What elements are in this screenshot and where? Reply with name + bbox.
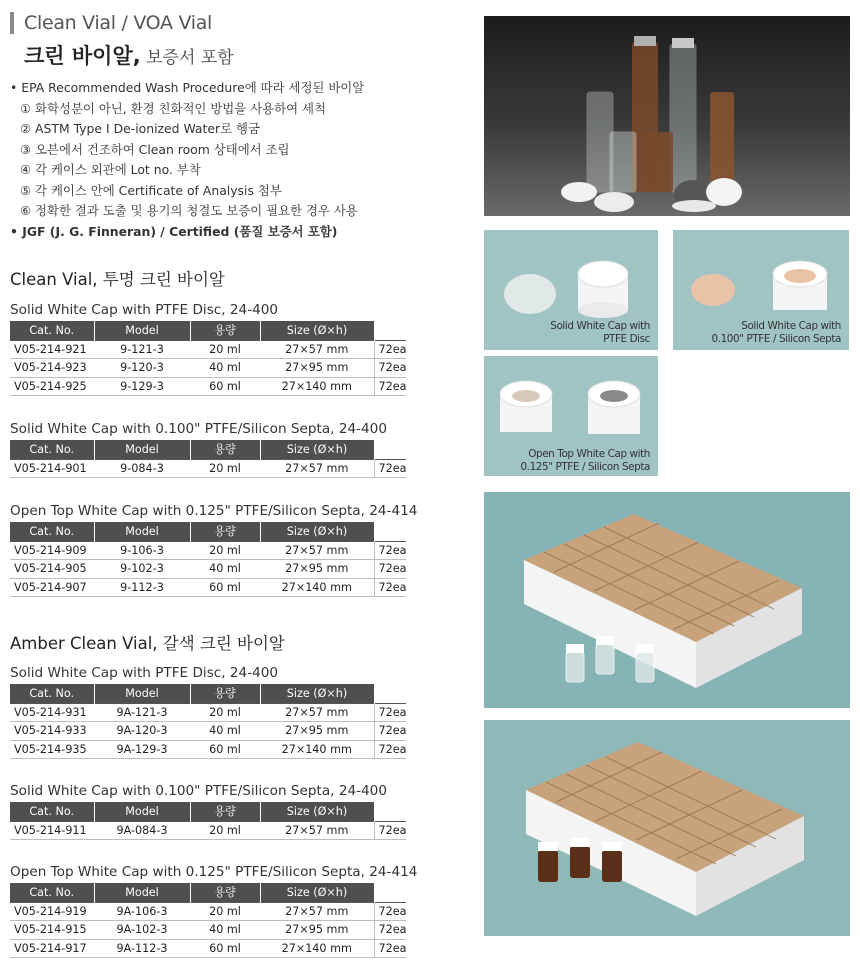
caption-line: 0.100" PTFE / Silicon Septa: [711, 333, 841, 345]
table-header-row: [10, 684, 406, 703]
pack-qty-cell: 72ea: [374, 703, 406, 722]
model-cell: 9-102-3: [94, 560, 190, 579]
column-header-spacer: [374, 321, 406, 340]
column-header-volume: 용량: [190, 883, 260, 902]
pack-qty-cell: 72ea: [374, 902, 406, 921]
feature-item: ③ 오븐에서 건조하여 Clean room 상태에서 조립: [20, 141, 290, 157]
case-illustration: [484, 720, 850, 936]
clear-group-2-title: Solid White Cap with 0.100" PTFE/Silicon Septa, 24-400: [10, 421, 387, 437]
table-row: [10, 541, 406, 560]
page-title-korean-main: 크린 바이알,: [24, 44, 141, 68]
model-cell: 9-106-3: [94, 541, 190, 560]
model-cell: 9-121-3: [94, 340, 190, 359]
size-cell: 27×57 mm: [260, 459, 374, 478]
model-cell: 9A-084-3: [94, 821, 190, 840]
column-header-spacer: [374, 440, 406, 459]
cat-no-cell: V05-214-923: [10, 359, 94, 378]
column-header-cat: Cat. No.: [10, 321, 94, 340]
size-cell: 27×57 mm: [260, 821, 374, 840]
column-header-model: Model: [94, 522, 190, 541]
pack-qty-cell: 72ea: [374, 377, 406, 396]
column-header-model: Model: [94, 321, 190, 340]
cat-no-cell: V05-214-935: [10, 740, 94, 759]
title-accent-bar: [10, 12, 14, 34]
solid-cap-ptfe-disc-photo: [484, 230, 658, 350]
caption-solid-cap-septa: [711, 320, 841, 346]
clear-vial-case-photo: [484, 492, 850, 708]
feature-item-certified: • JGF (J. G. Finneran) / Certified (품질 보증서 포함): [10, 223, 338, 239]
vials-illustration: [484, 16, 850, 216]
volume-cell: 40 ml: [190, 722, 260, 741]
caption-line: Solid White Cap with: [550, 320, 650, 332]
table-row: [10, 703, 406, 722]
pack-qty-cell: 72ea: [374, 578, 406, 597]
column-header-volume: 용량: [190, 321, 260, 340]
caption-line: Open Top White Cap with: [528, 448, 650, 460]
spec-table: [10, 522, 406, 597]
amber-vial-case-photo: [484, 720, 850, 936]
cat-no-cell: V05-214-933: [10, 722, 94, 741]
feature-item: ① 화학성분이 아닌, 환경 친화적인 방법을 사용하여 세척: [20, 100, 326, 116]
pack-qty-cell: 72ea: [374, 340, 406, 359]
cat-no-cell: V05-214-915: [10, 921, 94, 940]
size-cell: 27×140 mm: [260, 578, 374, 597]
table-row: [10, 359, 406, 378]
size-cell: 27×95 mm: [260, 359, 374, 378]
cat-no-cell: V05-214-909: [10, 541, 94, 560]
pack-qty-cell: 72ea: [374, 359, 406, 378]
spec-table: [10, 802, 406, 840]
spec-table: [10, 883, 406, 958]
column-header-size: Size (Ø×h): [260, 440, 374, 459]
volume-cell: 40 ml: [190, 560, 260, 579]
cat-no-cell: V05-214-917: [10, 939, 94, 958]
vials-hero-photo: [484, 16, 850, 216]
model-cell: 9-084-3: [94, 459, 190, 478]
size-cell: 27×140 mm: [260, 939, 374, 958]
feature-list: [10, 78, 470, 242]
table-header-row: [10, 883, 406, 902]
column-header-size: Size (Ø×h): [260, 684, 374, 703]
amber-group-1-title: Solid White Cap with PTFE Disc, 24-400: [10, 665, 279, 681]
pack-qty-cell: 72ea: [374, 459, 406, 478]
clear-group-3-title: Open Top White Cap with 0.125" PTFE/Silicon Septa, 24-414: [10, 503, 418, 519]
column-header-cat: Cat. No.: [10, 802, 94, 821]
pack-qty-cell: 72ea: [374, 939, 406, 958]
column-header-size: Size (Ø×h): [260, 321, 374, 340]
column-header-size: Size (Ø×h): [260, 802, 374, 821]
table-row: [10, 377, 406, 396]
column-header-cat: Cat. No.: [10, 684, 94, 703]
amber-group-2-title: Solid White Cap with 0.100" PTFE/Silicon Septa, 24-400: [10, 783, 387, 799]
caption-solid-cap-ptfe-disc: [550, 320, 650, 346]
cat-no-cell: V05-214-905: [10, 560, 94, 579]
volume-cell: 20 ml: [190, 459, 260, 478]
size-cell: 27×95 mm: [260, 921, 374, 940]
table-row: [10, 821, 406, 840]
cat-no-cell: V05-214-911: [10, 821, 94, 840]
table-row: [10, 921, 406, 940]
table-row: [10, 722, 406, 741]
table-header-row: [10, 522, 406, 541]
volume-cell: 40 ml: [190, 921, 260, 940]
table-row: [10, 578, 406, 597]
column-header-volume: 용량: [190, 440, 260, 459]
case-illustration: [484, 492, 850, 708]
column-header-spacer: [374, 883, 406, 902]
model-cell: 9A-102-3: [94, 921, 190, 940]
cat-no-cell: V05-214-921: [10, 340, 94, 359]
model-cell: 9-120-3: [94, 359, 190, 378]
model-cell: 9A-106-3: [94, 902, 190, 921]
pack-qty-cell: 72ea: [374, 541, 406, 560]
caption-line: PTFE Disc: [603, 333, 650, 345]
volume-cell: 40 ml: [190, 359, 260, 378]
amber-vial-section-title: Amber Clean Vial, 갈색 크린 바이알: [10, 634, 285, 653]
feature-item: ④ 각 케이스 외관에 Lot no. 부착: [20, 162, 201, 177]
size-cell: 27×57 mm: [260, 703, 374, 722]
volume-cell: 60 ml: [190, 377, 260, 396]
size-cell: 27×140 mm: [260, 377, 374, 396]
column-header-spacer: [374, 522, 406, 541]
column-header-model: Model: [94, 802, 190, 821]
feature-item: ⑤ 각 케이스 안에 Certificate of Analysis 첨부: [20, 182, 282, 198]
size-cell: 27×95 mm: [260, 560, 374, 579]
model-cell: 9A-121-3: [94, 703, 190, 722]
size-cell: 27×57 mm: [260, 340, 374, 359]
size-cell: 27×57 mm: [260, 541, 374, 560]
pack-qty-cell: 72ea: [374, 740, 406, 759]
open-top-cap-photo: [484, 356, 658, 476]
column-header-cat: Cat. No.: [10, 440, 94, 459]
feature-item: • EPA Recommended Wash Procedure에 따라 세정된 바이알: [10, 80, 365, 95]
table-header-row: [10, 440, 406, 459]
column-header-model: Model: [94, 440, 190, 459]
volume-cell: 20 ml: [190, 541, 260, 560]
caption-line: Solid White Cap with: [741, 320, 841, 332]
volume-cell: 60 ml: [190, 740, 260, 759]
cat-no-cell: V05-214-925: [10, 377, 94, 396]
size-cell: 27×140 mm: [260, 740, 374, 759]
clear-group-1-title: Solid White Cap with PTFE Disc, 24-400: [10, 302, 279, 318]
model-cell: 9A-120-3: [94, 722, 190, 741]
volume-cell: 20 ml: [190, 821, 260, 840]
column-header-cat: Cat. No.: [10, 522, 94, 541]
column-header-cat: Cat. No.: [10, 883, 94, 902]
column-header-volume: 용량: [190, 802, 260, 821]
solid-cap-septa-photo: [673, 230, 849, 350]
volume-cell: 60 ml: [190, 578, 260, 597]
size-cell: 27×95 mm: [260, 722, 374, 741]
pack-qty-cell: 72ea: [374, 722, 406, 741]
feature-item: ⑥ 정확한 결과 도출 및 용기의 청결도 보증이 필요한 경우 사용: [20, 203, 358, 218]
table-row: [10, 902, 406, 921]
model-cell: 9A-112-3: [94, 939, 190, 958]
cat-no-cell: V05-214-919: [10, 902, 94, 921]
table-row: [10, 740, 406, 759]
table-row: [10, 340, 406, 359]
volume-cell: 20 ml: [190, 703, 260, 722]
model-cell: 9A-129-3: [94, 740, 190, 759]
column-header-spacer: [374, 802, 406, 821]
size-cell: 27×57 mm: [260, 902, 374, 921]
pack-qty-cell: 72ea: [374, 560, 406, 579]
spec-table: [10, 684, 406, 759]
model-cell: 9-112-3: [94, 578, 190, 597]
table-row: [10, 459, 406, 478]
page-title-english: Clean Vial / VOA Vial: [24, 12, 213, 34]
cat-no-cell: V05-214-931: [10, 703, 94, 722]
column-header-volume: 용량: [190, 522, 260, 541]
volume-cell: 20 ml: [190, 340, 260, 359]
column-header-size: Size (Ø×h): [260, 883, 374, 902]
amber-group-3-title: Open Top White Cap with 0.125" PTFE/Silicon Septa, 24-414: [10, 864, 418, 880]
table-header-row: [10, 802, 406, 821]
caption-open-top-cap: [520, 448, 650, 474]
column-header-model: Model: [94, 684, 190, 703]
column-header-volume: 용량: [190, 684, 260, 703]
model-cell: 9-129-3: [94, 377, 190, 396]
cat-no-cell: V05-214-907: [10, 578, 94, 597]
table-header-row: [10, 321, 406, 340]
column-header-spacer: [374, 684, 406, 703]
column-header-size: Size (Ø×h): [260, 522, 374, 541]
volume-cell: 60 ml: [190, 939, 260, 958]
volume-cell: 20 ml: [190, 902, 260, 921]
caption-line: 0.125" PTFE / Silicon Septa: [520, 461, 650, 473]
clear-vial-section-title: Clean Vial, 투명 크린 바이알: [10, 270, 225, 289]
feature-item: ② ASTM Type I De-ionized Water로 헹굼: [20, 121, 260, 136]
pack-qty-cell: 72ea: [374, 921, 406, 940]
table-row: [10, 939, 406, 958]
spec-table: [10, 440, 406, 478]
page-title-korean: [24, 40, 234, 70]
cat-no-cell: V05-214-901: [10, 459, 94, 478]
pack-qty-cell: 72ea: [374, 821, 406, 840]
table-row: [10, 560, 406, 579]
column-header-model: Model: [94, 883, 190, 902]
spec-table: [10, 321, 406, 396]
page-title-korean-sub: 보증서 포함: [140, 48, 234, 68]
